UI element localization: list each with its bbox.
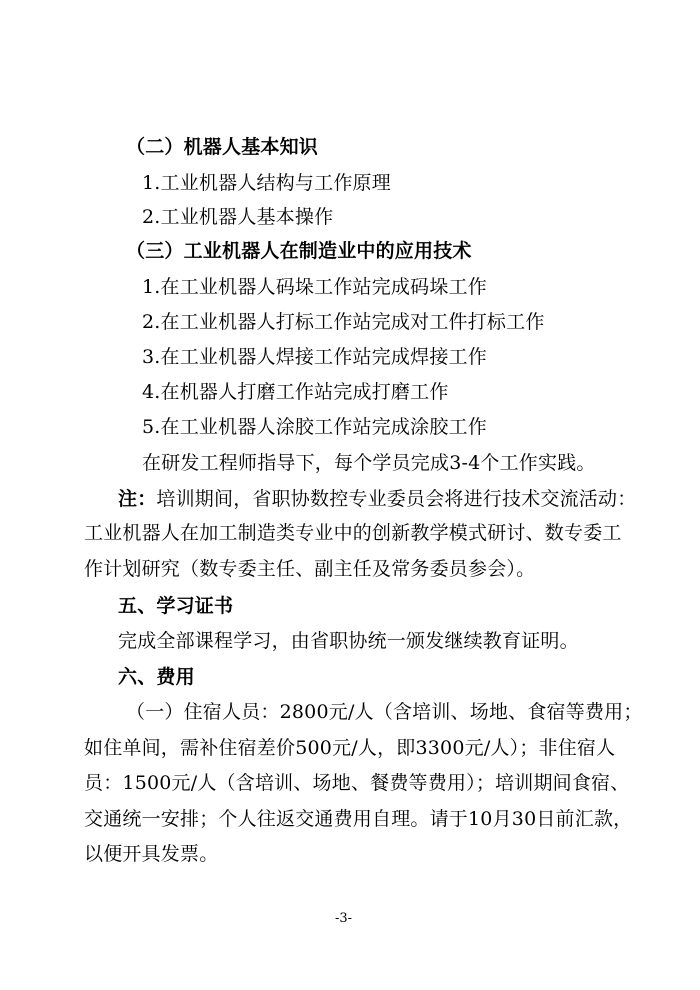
note-line-2: 工业机器人在加工制造类专业中的创新教学模式研讨、数专委工 bbox=[84, 522, 622, 544]
practice-text: 在研发工程师指导下，每个学员完成3-4个工作实践。 bbox=[142, 452, 596, 474]
note-label: 注： bbox=[118, 488, 157, 510]
list-item: 2.工业机器人基本操作 bbox=[142, 206, 334, 228]
list-item: 1.工业机器人结构与工作原理 bbox=[142, 172, 391, 194]
list-item: 1.在工业机器人码垛工作站完成码垛工作 bbox=[142, 276, 487, 298]
section-heading-certificate: 五、学习证书 bbox=[118, 595, 234, 617]
list-item: 3.在工业机器人焊接工作站完成焊接工作 bbox=[142, 346, 487, 368]
page-number: -3- bbox=[335, 911, 353, 926]
fee-line: 员：1500元/人（含培训、场地、餐费等费用）；培训期间食宿、 bbox=[84, 772, 630, 794]
section-heading-fees: 六、费用 bbox=[118, 666, 195, 688]
fee-line: （一）住宿人员：2800元/人（含培训、场地、食宿等费用； bbox=[126, 701, 643, 723]
fee-line: 以便开具发票。 bbox=[84, 843, 219, 865]
note-line-3: 作计划研究（数专委主任、副主任及常务委员参会）。 bbox=[84, 558, 536, 580]
list-item: 5.在工业机器人涂胶工作站完成涂胶工作 bbox=[142, 416, 487, 438]
note-text: 培训期间，省职协数控专业委员会将进行技术交流活动： bbox=[156, 488, 637, 510]
section-heading-applications: （三）工业机器人在制造业中的应用技术 bbox=[126, 240, 472, 262]
section-heading-robot-basics: （二）机器人基本知识 bbox=[126, 136, 319, 158]
certificate-text: 完成全部课程学习，由省职协统一颁发继续教育证明。 bbox=[118, 630, 579, 652]
fee-line: 如住单间，需补住宿差价500元/人，即3300元/人）；非住宿人 bbox=[84, 737, 616, 759]
fee-line: 交通统一安排；个人往返交通费用自理。请于10月30日前汇款， bbox=[84, 808, 633, 830]
list-item: 2.在工业机器人打标工作站完成对工件打标工作 bbox=[142, 311, 545, 333]
note-line-1 bbox=[118, 488, 636, 510]
list-item: 4.在机器人打磨工作站完成打磨工作 bbox=[142, 381, 449, 403]
